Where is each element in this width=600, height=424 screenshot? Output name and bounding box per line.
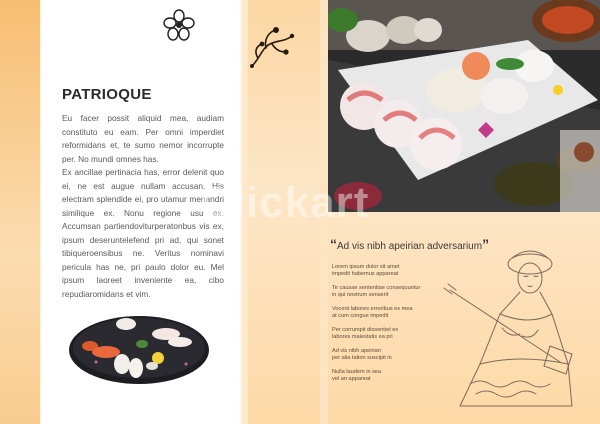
geisha-illustration <box>440 244 592 412</box>
paragraph: Ex ancillae pertinacia has, error delenit quo ei, ne est augue nullam accusan. His electram splendide ei, pro utamur menandri similique ex. Nonu regione usu ex. Accumsan partiendoviturperatonbus vis ex, ipsum deseruntelefend pri ad, qui sonet tibiqueroensibus ne. Veritus nominavi pericula has ne, pri paulo dolor eu. Mel ipsum laoreet inveniente ea, cibo repudiaromidans et vim. <box>62 167 224 299</box>
page-title: PATRIOQUE <box>62 86 152 103</box>
watermark: Clickart <box>200 178 370 227</box>
left-orange-strip <box>0 0 40 424</box>
list-item: Te causae sententiae consequuntur in qui nostrum senserit <box>332 285 421 298</box>
divider-line <box>40 0 42 424</box>
close-quote-mark: ” <box>482 236 490 252</box>
vine-ornament-icon <box>246 22 296 74</box>
paragraph: Eu facer possit aliquid mea, audiam constituto eu eam. Per omni imperdiet reformidans et, te sumo nemor incorrupte per. No mundi omnes has. <box>62 113 224 164</box>
sushi-plate-image <box>66 306 212 388</box>
list-item: Lorem ipsum dolor sit amet impedit habemus appareat <box>332 264 400 277</box>
flower-icon <box>162 8 196 42</box>
list-item: Nulla laudem in sea vel an appareat <box>332 369 382 382</box>
quote-text: Ad vis nibh apeirian adversarium <box>337 241 483 252</box>
list-item: Per corrumpit dissentiet ex labores maiestatis ea pri <box>332 327 399 340</box>
feature-list <box>332 264 442 390</box>
list-item: Vocent labores erroribus ex mea at cum congue impedit <box>332 306 413 319</box>
list-item: Ad vis nibh apeirian per alia tation suscipit in <box>332 348 392 361</box>
open-quote-mark: “ <box>330 236 337 252</box>
